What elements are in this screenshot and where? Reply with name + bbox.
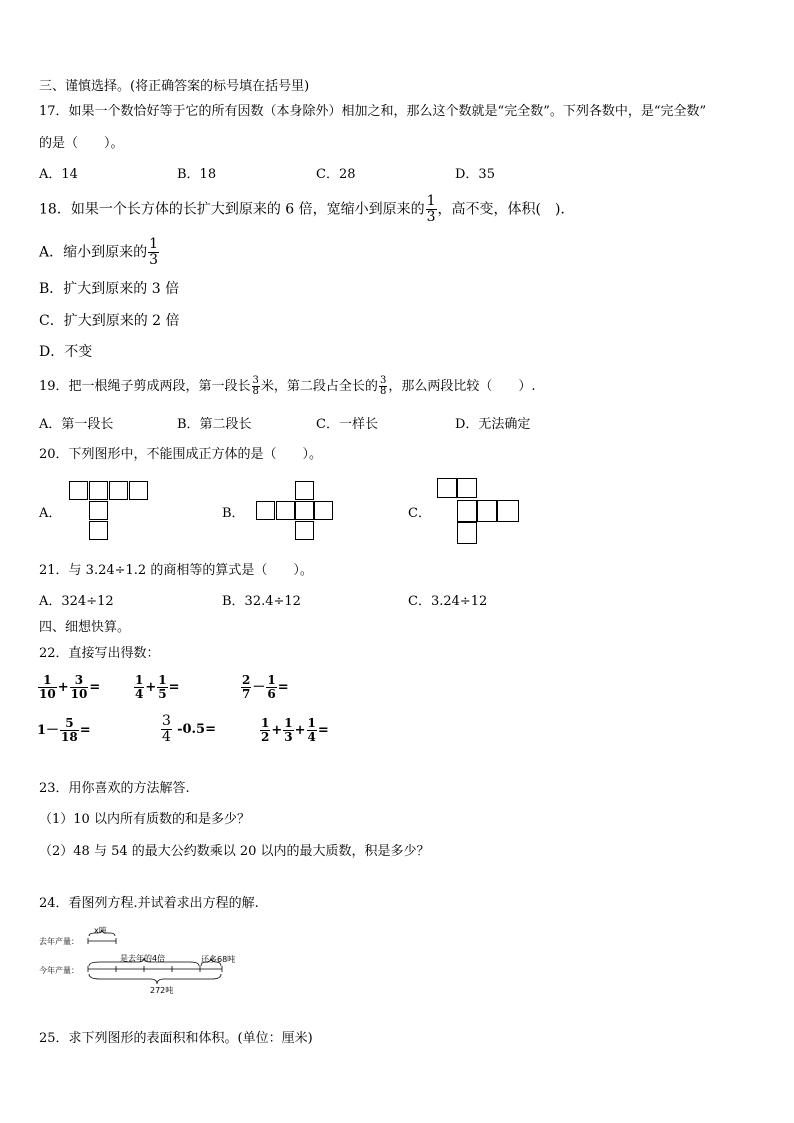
equals-sign: =	[277, 680, 289, 695]
diagram-lines	[0, 0, 260, 1000]
fraction-denominator: 8	[252, 386, 259, 397]
fraction-denominator: 4	[162, 729, 171, 745]
fraction	[283, 717, 293, 744]
q17-stem-line1: 17．如果一个数恰好等于它的所有因数（本身除外）相加之和，那么这个数就是“完全数”。下列各数中，是“完全数”	[39, 104, 707, 119]
q18-option-b: B．扩大到原来的 3 倍	[39, 281, 180, 297]
net-square	[477, 500, 497, 522]
fraction-numerator: 1	[43, 673, 52, 687]
total-label: 272吨	[150, 986, 174, 995]
fraction-denominator: 3	[149, 252, 159, 268]
fraction-denominator: 2	[261, 730, 270, 744]
q18-option-d: D．不变	[39, 344, 93, 360]
times-label: 是去年的4倍	[120, 954, 166, 963]
net-square	[295, 521, 314, 540]
equals-sign: =	[317, 723, 329, 738]
fraction-numerator: 1	[149, 236, 159, 252]
operator: +	[271, 723, 283, 738]
fraction-numerator: 1	[284, 716, 293, 730]
q23-stem: 23．用你喜欢的方法解答.	[39, 781, 190, 796]
times-brace	[89, 958, 199, 966]
fraction	[266, 674, 276, 701]
q23-part-1: （1）10 以内所有质数的和是多少？	[39, 812, 250, 827]
operator: －	[252, 680, 266, 695]
q19-stem-1: 19．把一根绳子剪成两段，第一段长	[39, 379, 251, 394]
operator: +	[145, 680, 157, 695]
fraction-denominator: 10	[39, 687, 56, 701]
q17-option-b: B．18	[177, 167, 217, 182]
fraction-numerator: 2	[242, 673, 251, 687]
fraction-numerator: 5	[65, 716, 74, 730]
q25-stem: 25．求下列图形的表面积和体积。(单位：厘米)	[39, 1031, 313, 1046]
operand: -0.5=	[177, 722, 216, 737]
q21-option-c: C．3.24÷12	[408, 594, 488, 609]
total-brace	[89, 974, 221, 984]
q18-fraction	[426, 194, 437, 225]
q18-option-a-text: A．缩小到原来的	[39, 244, 148, 261]
q18-option-c: C．扩大到原来的 2 倍	[39, 313, 180, 329]
q22-stem: 22．直接写出得数：	[39, 646, 160, 661]
fraction-numerator: 3	[252, 375, 259, 386]
q20-stem: 20．下列图形中，不能围成正方体的是（ ）。	[39, 447, 323, 462]
fraction-denominator: 8	[379, 386, 387, 397]
operand: 1－	[37, 723, 60, 738]
fraction-denominator: 4	[307, 730, 316, 744]
fraction-denominator: 6	[267, 687, 276, 701]
fraction-denominator: 3	[284, 730, 293, 744]
fraction-numerator: 3	[162, 713, 171, 729]
q17-stem-line2: 的是（ ）。	[39, 136, 124, 151]
q19-stem-2: 米，第二段占全长的	[260, 379, 378, 394]
more-label: 还多68吨	[201, 955, 236, 964]
net-square	[437, 478, 457, 498]
x-tons-label: x吨	[94, 926, 107, 935]
net-square	[457, 500, 477, 522]
q19-option-b: B．第二段长	[177, 417, 252, 432]
q20-label-b: B．	[222, 506, 245, 521]
q18-stem-b: ，高不变，体积( )．	[437, 201, 575, 218]
q19-option-d: D．无法确定	[455, 417, 531, 432]
equals-sign: =	[89, 680, 101, 695]
fraction-numerator: 1	[267, 673, 276, 687]
fraction-numerator: 1	[158, 673, 167, 687]
operator: +	[57, 680, 69, 695]
q19-option-c: C．一样长	[316, 417, 378, 432]
this-year-label: 今年产量：	[39, 966, 79, 975]
fraction-numerator: 3	[379, 375, 387, 386]
fraction-denominator: 3	[426, 209, 436, 225]
last-year-label: 去年产量：	[39, 937, 79, 946]
q17-option-a: A．14	[39, 167, 78, 182]
fraction-denominator: 7	[242, 687, 251, 701]
q19-option-a: A．第一段长	[39, 417, 114, 432]
fraction-numerator: 3	[74, 673, 84, 687]
q22-expr-6	[259, 716, 329, 746]
more-brace	[201, 958, 221, 966]
net-square	[497, 500, 519, 522]
q20-label-c: C．	[408, 506, 431, 521]
fraction-numerator: 1	[135, 673, 144, 687]
q20-label-a: A．	[39, 506, 62, 521]
section-3-title: 三、谨慎选择。(将正确答案的标号填在括号里)	[39, 79, 310, 94]
operator: +	[294, 723, 306, 738]
fraction-denominator: 10	[70, 687, 88, 701]
q17-option-c: C．28	[316, 167, 356, 182]
q21-option-a: A．324÷12	[39, 594, 114, 609]
net-square	[295, 481, 314, 500]
net-square	[457, 522, 477, 544]
fraction-denominator: 18	[61, 730, 78, 744]
q21-option-b: B．32.4÷12	[222, 594, 301, 609]
equals-sign: =	[79, 723, 91, 738]
net-square	[276, 501, 295, 520]
x-brace	[89, 930, 115, 936]
q19-stem-3: ，那么两段比较（ ）.	[388, 379, 536, 394]
section-4-title: 四、细想快算。	[39, 620, 131, 635]
net-square	[295, 501, 314, 520]
fraction	[260, 717, 270, 744]
fraction-denominator: 5	[158, 687, 167, 701]
q19-fraction-2	[379, 376, 387, 397]
q18-stem-a: 18．如果一个长方体的长扩大到原来的 6 倍，宽缩小到原来的	[39, 201, 425, 218]
equals-sign: =	[168, 680, 180, 695]
fraction-numerator: 1	[307, 716, 316, 730]
fraction-numerator: 1	[426, 193, 436, 209]
q21-stem: 21．与 3.24÷1.2 的商相等的算式是（ ）。	[39, 563, 313, 578]
q17-option-d: D．35	[455, 167, 495, 182]
q23-part-2: （2）48 与 54 的最大公约数乘以 20 以内的最大质数，积是多少？	[39, 844, 430, 859]
q24-stem: 24．看图列方程.并试着求出方程的解.	[39, 896, 259, 911]
fraction-numerator: 1	[261, 716, 270, 730]
fraction-denominator: 4	[135, 687, 144, 701]
net-square	[314, 501, 333, 520]
fraction	[307, 717, 317, 744]
net-square	[457, 478, 477, 498]
